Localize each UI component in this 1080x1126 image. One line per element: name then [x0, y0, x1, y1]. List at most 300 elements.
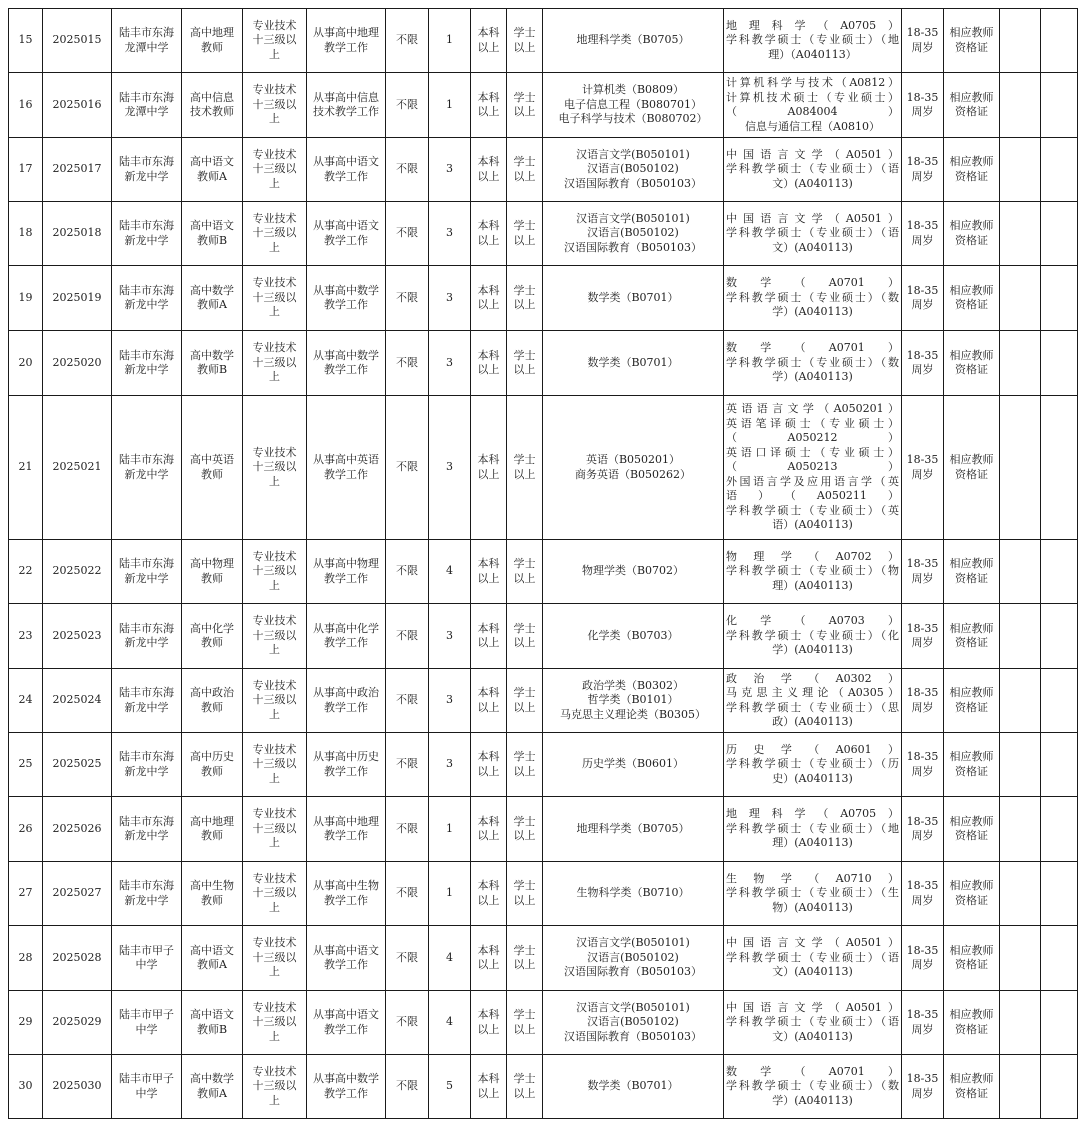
- degree-requirement: 学士 以上: [507, 862, 543, 926]
- position-name: 高中历史 教师: [182, 733, 243, 797]
- graduate-major-line: （A050213）: [726, 460, 899, 474]
- applicant-scope: 不限: [386, 396, 429, 540]
- job-duty: 从事高中语文 教学工作: [307, 202, 386, 266]
- undergraduate-major: 数学类（B0701）: [543, 331, 724, 396]
- table-row: [9, 926, 1078, 991]
- extra-column-1: [1000, 862, 1041, 926]
- job-duty: 从事高中化学 教学工作: [307, 604, 386, 669]
- education-requirement: 本科 以上: [471, 862, 507, 926]
- graduate-major-line: 学科教学硕士（专业硕士）（物: [726, 564, 899, 578]
- applicant-scope: 不限: [386, 9, 429, 73]
- extra-column-2: [1041, 1055, 1078, 1119]
- other-requirement: 相应教师 资格证: [944, 797, 1000, 862]
- row-number: 30: [9, 1055, 43, 1119]
- age-requirement: 18-35 周岁: [902, 331, 944, 396]
- hiring-count: 3: [429, 138, 471, 202]
- age-requirement: 18-35 周岁: [902, 991, 944, 1055]
- undergraduate-major: 数学类（B0701）: [543, 266, 724, 331]
- graduate-major-line: 中国语言文学（A0501）: [726, 936, 899, 950]
- rank-level: 专业技术 十三级以 上: [243, 331, 307, 396]
- job-duty: 从事高中地理 教学工作: [307, 9, 386, 73]
- graduate-major-line: 学）(A040113): [772, 643, 853, 657]
- applicant-scope: 不限: [386, 331, 429, 396]
- row-number: 28: [9, 926, 43, 991]
- employer-unit: 陆丰市东海 新龙中学: [112, 138, 182, 202]
- applicant-scope: 不限: [386, 1055, 429, 1119]
- age-requirement: 18-35 周岁: [902, 797, 944, 862]
- graduate-major-line: 理）(A040113): [772, 836, 853, 850]
- education-requirement: 本科 以上: [471, 138, 507, 202]
- rank-level: 专业技术 十三级以 上: [243, 9, 307, 73]
- graduate-major-line: 学）(A040113): [772, 370, 853, 384]
- position-code: 2025021: [43, 396, 112, 540]
- other-requirement: 相应教师 资格证: [944, 202, 1000, 266]
- table-row: [9, 202, 1078, 266]
- degree-requirement: 学士 以上: [507, 733, 543, 797]
- graduate-major-line: 学科教学硕士（专业硕士）（语: [726, 162, 899, 176]
- position-name: 高中数学 教师A: [182, 266, 243, 331]
- job-duty: 从事高中物理 教学工作: [307, 540, 386, 604]
- table-row: [9, 797, 1078, 862]
- table-row: [9, 604, 1078, 669]
- degree-requirement: 学士 以上: [507, 331, 543, 396]
- job-duty: 从事高中语文 教学工作: [307, 926, 386, 991]
- graduate-major-line: 文）(A040113): [772, 1029, 853, 1043]
- extra-column-2: [1041, 991, 1078, 1055]
- age-requirement: 18-35 周岁: [902, 926, 944, 991]
- row-number: 29: [9, 991, 43, 1055]
- extra-column-2: [1041, 202, 1078, 266]
- extra-column-2: [1041, 266, 1078, 331]
- degree-requirement: 学士 以上: [507, 540, 543, 604]
- age-requirement: 18-35 周岁: [902, 733, 944, 797]
- other-requirement: 相应教师 资格证: [944, 733, 1000, 797]
- graduate-major-line: 学科教学硕士（专业硕士）（化: [726, 628, 899, 642]
- graduate-major: [724, 138, 902, 202]
- graduate-major-line: 历史学（A0601）: [726, 742, 899, 756]
- row-number: 27: [9, 862, 43, 926]
- degree-requirement: 学士 以上: [507, 396, 543, 540]
- extra-column-2: [1041, 138, 1078, 202]
- position-name: 高中数学 教师A: [182, 1055, 243, 1119]
- job-duty: 从事高中语文 教学工作: [307, 991, 386, 1055]
- graduate-major: [724, 669, 902, 733]
- graduate-major-line: 数学（A0701）: [726, 341, 899, 355]
- employer-unit: 陆丰市甲子 中学: [112, 1055, 182, 1119]
- undergraduate-major: 汉语言文学(B050101) 汉语言(B050102) 汉语国际教育（B050103）: [543, 991, 724, 1055]
- graduate-major-line: 语）（A050211）: [726, 489, 899, 503]
- education-requirement: 本科 以上: [471, 926, 507, 991]
- rank-level: 专业技术 十三级以 上: [243, 1055, 307, 1119]
- hiring-count: 3: [429, 396, 471, 540]
- degree-requirement: 学士 以上: [507, 926, 543, 991]
- applicant-scope: 不限: [386, 733, 429, 797]
- rank-level: 专业技术 十三级以 上: [243, 202, 307, 266]
- age-requirement: 18-35 周岁: [902, 396, 944, 540]
- applicant-scope: 不限: [386, 926, 429, 991]
- rank-level: 专业技术 十三级以 上: [243, 540, 307, 604]
- graduate-major-line: （A050212）: [726, 431, 899, 445]
- graduate-major: [724, 862, 902, 926]
- extra-column-2: [1041, 9, 1078, 73]
- education-requirement: 本科 以上: [471, 1055, 507, 1119]
- position-name: 高中地理 教师: [182, 797, 243, 862]
- position-name: 高中语文 教师A: [182, 926, 243, 991]
- age-requirement: 18-35 周岁: [902, 202, 944, 266]
- education-requirement: 本科 以上: [471, 733, 507, 797]
- graduate-major-line: 学科教学硕士（专业硕士）（语: [726, 226, 899, 240]
- age-requirement: 18-35 周岁: [902, 73, 944, 138]
- education-requirement: 本科 以上: [471, 797, 507, 862]
- graduate-major-line: 学科教学硕士（专业硕士）（地: [726, 33, 899, 47]
- extra-column-2: [1041, 540, 1078, 604]
- graduate-major: [724, 396, 902, 540]
- employer-unit: 陆丰市东海 新龙中学: [112, 540, 182, 604]
- other-requirement: 相应教师 资格证: [944, 396, 1000, 540]
- hiring-count: 5: [429, 1055, 471, 1119]
- extra-column-2: [1041, 331, 1078, 396]
- extra-column-1: [1000, 1055, 1041, 1119]
- extra-column-1: [1000, 797, 1041, 862]
- graduate-major-line: 学科教学硕士（专业硕士）（英: [726, 503, 899, 517]
- undergraduate-major: 物理学类（B0702）: [543, 540, 724, 604]
- undergraduate-major: 地理科学类（B0705）: [543, 797, 724, 862]
- row-number: 20: [9, 331, 43, 396]
- education-requirement: 本科 以上: [471, 331, 507, 396]
- extra-column-2: [1041, 926, 1078, 991]
- graduate-major: [724, 1055, 902, 1119]
- employer-unit: 陆丰市东海 新龙中学: [112, 797, 182, 862]
- graduate-major-line: 文）(A040113): [772, 176, 853, 190]
- extra-column-1: [1000, 669, 1041, 733]
- table-body: [9, 9, 1078, 1119]
- position-code: 2025023: [43, 604, 112, 669]
- graduate-major-line: 数学（A0701）: [726, 1064, 899, 1078]
- graduate-major-line: 英语笔译硕士（专业硕士）: [726, 416, 899, 430]
- graduate-major: [724, 991, 902, 1055]
- undergraduate-major: 计算机类（B0809） 电子信息工程（B080701） 电子科学与技术（B080702）: [543, 73, 724, 138]
- rank-level: 专业技术 十三级以 上: [243, 73, 307, 138]
- extra-column-1: [1000, 733, 1041, 797]
- graduate-major-line: 政治学（A0302）: [726, 671, 899, 685]
- graduate-major-line: 史）(A040113): [772, 771, 853, 785]
- employer-unit: 陆丰市东海 新龙中学: [112, 669, 182, 733]
- job-duty: 从事高中数学 教学工作: [307, 266, 386, 331]
- hiring-count: 3: [429, 669, 471, 733]
- extra-column-1: [1000, 202, 1041, 266]
- job-duty: 从事高中政治 教学工作: [307, 669, 386, 733]
- degree-requirement: 学士 以上: [507, 202, 543, 266]
- graduate-major-line: 物理学（A0702）: [726, 549, 899, 563]
- position-code: 2025026: [43, 797, 112, 862]
- row-number: 25: [9, 733, 43, 797]
- age-requirement: 18-35 周岁: [902, 669, 944, 733]
- extra-column-1: [1000, 266, 1041, 331]
- graduate-major-line: （A084004）: [726, 105, 899, 118]
- graduate-major-line: 学科教学硕士（专业硕士）（语: [726, 950, 899, 964]
- other-requirement: 相应教师 资格证: [944, 991, 1000, 1055]
- graduate-major-line: 生物学（A0710）: [726, 871, 899, 885]
- position-name: 高中语文 教师A: [182, 138, 243, 202]
- position-code: 2025027: [43, 862, 112, 926]
- job-duty: 从事高中信息 技术教学工作: [307, 73, 386, 138]
- graduate-major-line: 英语语言文学（A050201）: [726, 402, 899, 416]
- education-requirement: 本科 以上: [471, 9, 507, 73]
- other-requirement: 相应教师 资格证: [944, 331, 1000, 396]
- table-row: [9, 9, 1078, 73]
- undergraduate-major: 汉语言文学(B050101) 汉语言(B050102) 汉语国际教育（B050103）: [543, 138, 724, 202]
- hiring-count: 3: [429, 202, 471, 266]
- graduate-major-line: 数学（A0701）: [726, 276, 899, 290]
- graduate-major-line: 理）(A040113): [772, 578, 853, 592]
- graduate-major-line: 马克思主义理论（A0305）: [726, 686, 899, 699]
- job-duty: 从事高中英语 教学工作: [307, 396, 386, 540]
- graduate-major-line: 学科教学硕士（专业硕士）（思: [726, 700, 899, 714]
- employer-unit: 陆丰市东海 龙潭中学: [112, 9, 182, 73]
- degree-requirement: 学士 以上: [507, 73, 543, 138]
- other-requirement: 相应教师 资格证: [944, 1055, 1000, 1119]
- position-code: 2025020: [43, 331, 112, 396]
- position-code: 2025025: [43, 733, 112, 797]
- graduate-major-line: 化学（A0703）: [726, 614, 899, 628]
- undergraduate-major: 汉语言文学(B050101) 汉语言(B050102) 汉语国际教育（B050103）: [543, 926, 724, 991]
- graduate-major-line: 语）(A040113): [772, 518, 853, 532]
- graduate-major-line: 中国语言文学（A0501）: [726, 147, 899, 161]
- extra-column-1: [1000, 396, 1041, 540]
- degree-requirement: 学士 以上: [507, 604, 543, 669]
- graduate-major-line: 政）(A040113): [772, 715, 853, 728]
- graduate-major-line: 文）(A040113): [772, 240, 853, 254]
- row-number: 16: [9, 73, 43, 138]
- education-requirement: 本科 以上: [471, 604, 507, 669]
- graduate-major: [724, 331, 902, 396]
- position-code: 2025015: [43, 9, 112, 73]
- undergraduate-major: 化学类（B0703）: [543, 604, 724, 669]
- rank-level: 专业技术 十三级以 上: [243, 926, 307, 991]
- other-requirement: 相应教师 资格证: [944, 926, 1000, 991]
- extra-column-2: [1041, 604, 1078, 669]
- rank-level: 专业技术 十三级以 上: [243, 138, 307, 202]
- position-name: 高中政治 教师: [182, 669, 243, 733]
- row-number: 15: [9, 9, 43, 73]
- education-requirement: 本科 以上: [471, 991, 507, 1055]
- degree-requirement: 学士 以上: [507, 266, 543, 331]
- job-duty: 从事高中生物 教学工作: [307, 862, 386, 926]
- position-name: 高中语文 教师B: [182, 202, 243, 266]
- employer-unit: 陆丰市东海 新龙中学: [112, 266, 182, 331]
- rank-level: 专业技术 十三级以 上: [243, 604, 307, 669]
- extra-column-2: [1041, 669, 1078, 733]
- education-requirement: 本科 以上: [471, 669, 507, 733]
- table-row: [9, 73, 1078, 138]
- education-requirement: 本科 以上: [471, 540, 507, 604]
- position-name: 高中物理 教师: [182, 540, 243, 604]
- undergraduate-major: 汉语言文学(B050101) 汉语言(B050102) 汉语国际教育（B050103）: [543, 202, 724, 266]
- rank-level: 专业技术 十三级以 上: [243, 396, 307, 540]
- position-code: 2025029: [43, 991, 112, 1055]
- other-requirement: 相应教师 资格证: [944, 73, 1000, 138]
- position-name: 高中信息 技术教师: [182, 73, 243, 138]
- row-number: 19: [9, 266, 43, 331]
- hiring-count: 4: [429, 540, 471, 604]
- other-requirement: 相应教师 资格证: [944, 669, 1000, 733]
- extra-column-1: [1000, 540, 1041, 604]
- undergraduate-major: 地理科学类（B0705）: [543, 9, 724, 73]
- applicant-scope: 不限: [386, 540, 429, 604]
- undergraduate-major: 数学类（B0701）: [543, 1055, 724, 1119]
- row-number: 18: [9, 202, 43, 266]
- graduate-major: [724, 797, 902, 862]
- degree-requirement: 学士 以上: [507, 669, 543, 733]
- job-duty: 从事高中历史 教学工作: [307, 733, 386, 797]
- graduate-major-line: 学）(A040113): [772, 1093, 853, 1107]
- position-name: 高中英语 教师: [182, 396, 243, 540]
- degree-requirement: 学士 以上: [507, 991, 543, 1055]
- rank-level: 专业技术 十三级以 上: [243, 991, 307, 1055]
- graduate-major-line: 英语口译硕士（专业硕士）: [726, 445, 899, 459]
- extra-column-1: [1000, 331, 1041, 396]
- graduate-major-line: 理）（A040113）: [768, 47, 857, 61]
- position-name: 高中生物 教师: [182, 862, 243, 926]
- applicant-scope: 不限: [386, 138, 429, 202]
- applicant-scope: 不限: [386, 991, 429, 1055]
- graduate-major: [724, 202, 902, 266]
- other-requirement: 相应教师 资格证: [944, 604, 1000, 669]
- graduate-major: [724, 73, 902, 138]
- position-name: 高中语文 教师B: [182, 991, 243, 1055]
- degree-requirement: 学士 以上: [507, 1055, 543, 1119]
- employer-unit: 陆丰市东海 新龙中学: [112, 733, 182, 797]
- rank-level: 专业技术 十三级以 上: [243, 862, 307, 926]
- graduate-major: [724, 266, 902, 331]
- job-duty: 从事高中数学 教学工作: [307, 331, 386, 396]
- graduate-major-line: 学科教学硕士（专业硕士）（语: [726, 1015, 899, 1029]
- graduate-major: [724, 604, 902, 669]
- employer-unit: 陆丰市东海 龙潭中学: [112, 73, 182, 138]
- hiring-count: 1: [429, 862, 471, 926]
- table-row: [9, 396, 1078, 540]
- extra-column-2: [1041, 797, 1078, 862]
- hiring-count: 3: [429, 733, 471, 797]
- extra-column-1: [1000, 138, 1041, 202]
- age-requirement: 18-35 周岁: [902, 862, 944, 926]
- hiring-count: 3: [429, 331, 471, 396]
- applicant-scope: 不限: [386, 73, 429, 138]
- table-row: [9, 266, 1078, 331]
- graduate-major: [724, 926, 902, 991]
- hiring-count: 4: [429, 991, 471, 1055]
- employer-unit: 陆丰市东海 新龙中学: [112, 604, 182, 669]
- position-code: 2025022: [43, 540, 112, 604]
- job-duty: 从事高中语文 教学工作: [307, 138, 386, 202]
- age-requirement: 18-35 周岁: [902, 138, 944, 202]
- graduate-major-line: 学科教学硕士（专业硕士）（数: [726, 290, 899, 304]
- table-row: [9, 862, 1078, 926]
- graduate-major-line: 学）(A040113): [772, 305, 853, 319]
- applicant-scope: 不限: [386, 604, 429, 669]
- graduate-major-line: 地理科学（A0705）: [726, 18, 899, 32]
- row-number: 17: [9, 138, 43, 202]
- degree-requirement: 学士 以上: [507, 138, 543, 202]
- graduate-major-line: 计算机科学与技术（A0812）: [726, 76, 899, 89]
- age-requirement: 18-35 周岁: [902, 1055, 944, 1119]
- graduate-major-line: 信息与通信工程（A0810）: [745, 119, 880, 133]
- table-row: [9, 331, 1078, 396]
- undergraduate-major: 政治学类（B0302） 哲学类（B0101） 马克思主义理论类（B0305）: [543, 669, 724, 733]
- position-code: 2025018: [43, 202, 112, 266]
- applicant-scope: 不限: [386, 202, 429, 266]
- table-row: [9, 669, 1078, 733]
- hiring-count: 1: [429, 9, 471, 73]
- other-requirement: 相应教师 资格证: [944, 9, 1000, 73]
- graduate-major: [724, 733, 902, 797]
- age-requirement: 18-35 周岁: [902, 540, 944, 604]
- row-number: 21: [9, 396, 43, 540]
- other-requirement: 相应教师 资格证: [944, 862, 1000, 926]
- applicant-scope: 不限: [386, 797, 429, 862]
- undergraduate-major: 英语（B050201） 商务英语（B050262）: [543, 396, 724, 540]
- graduate-major-line: 文）(A040113): [772, 965, 853, 979]
- graduate-major-line: 学科教学硕士（专业硕士）（地: [726, 821, 899, 835]
- employer-unit: 陆丰市东海 新龙中学: [112, 396, 182, 540]
- position-code: 2025028: [43, 926, 112, 991]
- graduate-major-line: 地理科学（A0705）: [726, 807, 899, 821]
- graduate-major-line: 物）(A040113): [772, 900, 853, 914]
- hiring-count: 3: [429, 604, 471, 669]
- position-code: 2025016: [43, 73, 112, 138]
- extra-column-2: [1041, 396, 1078, 540]
- job-duty: 从事高中数学 教学工作: [307, 1055, 386, 1119]
- row-number: 26: [9, 797, 43, 862]
- graduate-major-line: 学科教学硕士（专业硕士）（历: [726, 757, 899, 771]
- employer-unit: 陆丰市东海 新龙中学: [112, 862, 182, 926]
- job-duty: 从事高中地理 教学工作: [307, 797, 386, 862]
- extra-column-1: [1000, 73, 1041, 138]
- extra-column-1: [1000, 991, 1041, 1055]
- position-code: 2025017: [43, 138, 112, 202]
- graduate-major: [724, 540, 902, 604]
- education-requirement: 本科 以上: [471, 396, 507, 540]
- table-row: [9, 733, 1078, 797]
- other-requirement: 相应教师 资格证: [944, 266, 1000, 331]
- employer-unit: 陆丰市东海 新龙中学: [112, 202, 182, 266]
- other-requirement: 相应教师 资格证: [944, 540, 1000, 604]
- position-name: 高中地理 教师: [182, 9, 243, 73]
- degree-requirement: 学士 以上: [507, 9, 543, 73]
- education-requirement: 本科 以上: [471, 73, 507, 138]
- extra-column-1: [1000, 9, 1041, 73]
- undergraduate-major: 历史学类（B0601）: [543, 733, 724, 797]
- row-number: 24: [9, 669, 43, 733]
- hiring-count: 1: [429, 797, 471, 862]
- degree-requirement: 学士 以上: [507, 797, 543, 862]
- graduate-major-line: 计算机技术硕士（专业硕士）: [726, 90, 899, 104]
- graduate-major-line: 中国语言文学（A0501）: [726, 1000, 899, 1014]
- rank-level: 专业技术 十三级以 上: [243, 733, 307, 797]
- age-requirement: 18-35 周岁: [902, 266, 944, 331]
- extra-column-2: [1041, 733, 1078, 797]
- education-requirement: 本科 以上: [471, 266, 507, 331]
- education-requirement: 本科 以上: [471, 202, 507, 266]
- rank-level: 专业技术 十三级以 上: [243, 797, 307, 862]
- row-number: 23: [9, 604, 43, 669]
- hiring-count: 1: [429, 73, 471, 138]
- table-row: [9, 1055, 1078, 1119]
- hiring-count: 4: [429, 926, 471, 991]
- applicant-scope: 不限: [386, 266, 429, 331]
- graduate-major-line: 中国语言文学（A0501）: [726, 211, 899, 225]
- table-row: [9, 991, 1078, 1055]
